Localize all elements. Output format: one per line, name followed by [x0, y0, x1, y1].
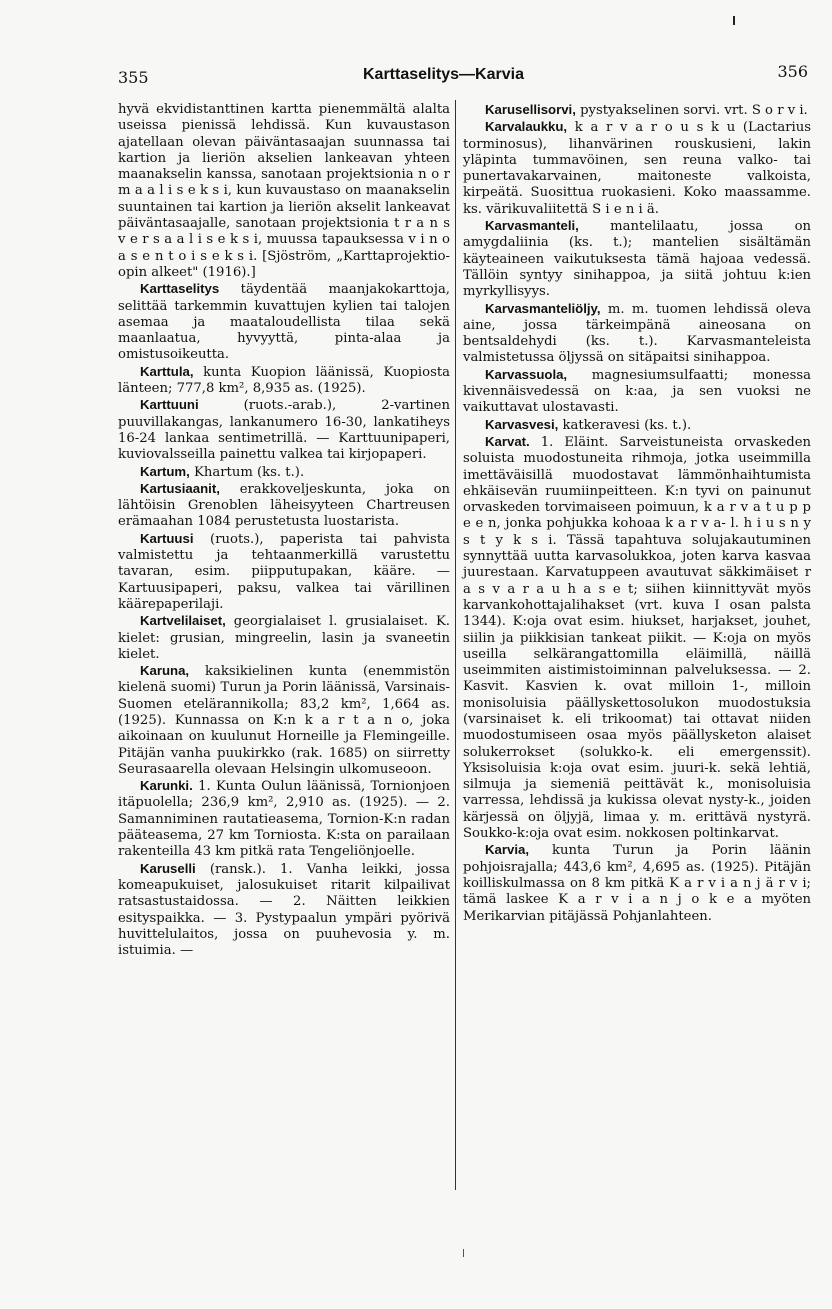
dictionary-entry	[463, 842, 811, 924]
entry-text: erakkoveljeskunta, joka on lähtöisin Grenoblen läheisyyteen Chartreusen erämaahan 1084 perustetusta luostarista.	[118, 481, 450, 530]
page-number-right: 356	[777, 62, 808, 81]
dictionary-entry	[118, 464, 450, 481]
dictionary-entry	[118, 397, 450, 463]
left-column	[118, 102, 450, 959]
entry-headword: Karvasmanteli,	[485, 218, 579, 234]
entry-text: hyvä ekvidistanttinen kartta pienemmältä alalta useissa pienissä lehdissä. Kun kuvaustason ajatellaan olevan päiväntasaajan suunnassa tai kartion ja lieriön akselien lankeavan yhteen maanakselin kanssa, sanotaan projektsionia n o r m a a l i s e k s i, kun kuvaustaso on maanakselin suuntainen tai kartion ja lieriön akselit lankeavat päiväntasaajalle, sanotaan projektsionia t r a n s v e r s a a l i s e k s i, muussa tapauksessa v i n o a s e n t o i s e k s i. [Sjöström, „Karttaprojektio-opin alkeet" (1916).]	[118, 102, 450, 280]
entry-text: k a r v a r o u s k u (Lactarius torminosus), lihanvärinen rouskusieni, lakin yläpinta tummavöinen, sen reuna valko- tai punertavakarvainen, maitoneste valkoista, kirpeätä. Suosittua ruokasieni. Koko maassamme. ks. värikuvaliitettä S i e n i ä.	[463, 120, 811, 217]
entry-text: (ruots.-arab.), 2-vartinen puuvillakangas, lankanumero 16-30, lankatiheys 16-24 lankaa sentimetrillä. — Karttuunipaperi, kuviovalsseilla painettu valkea tai kirjopaperi.	[118, 398, 450, 463]
dictionary-entry	[118, 663, 450, 778]
dictionary-entry	[463, 417, 811, 434]
print-mark	[733, 16, 735, 25]
entry-text: täydentää maanjakokarttoja, selittää tarkemmin kuvattujen kylien tai talojen asemaa ja maataloudellista tilaa sekä maanlaatua, hyvyyttä, pinta-alaa ja omistusoikeutta.	[118, 282, 450, 363]
entry-headword: Karttaselitys	[140, 281, 220, 297]
entry-text: mantelilaatu, jossa on amygdaliinia (ks. t.); mantelien sisältämän käyteaineen vaikutuksesta tämä hajoaa vedessä. Tällöin syntyy sinihappoa, ja siitä johtuu k:ien myrkyllisyys.	[463, 219, 811, 300]
entry-headword: Karvasmanteliöljy,	[485, 300, 601, 316]
dictionary-entry	[118, 364, 450, 398]
entry-headword: Kartusiaanit,	[140, 480, 220, 496]
column-divider	[455, 100, 456, 1190]
dictionary-entry	[463, 218, 811, 300]
entry-text: 1. Kunta Oulun läänissä, Tornionjoen itäpuolella; 236,9 km², 2,910 as. (1925). — 2. Samanniminen rautatieasema, Tornion-K:n radan pääteasema, 27 km Torniosta. K:sta on parailaan rakenteilla 43 km pitkä rata Tengeliönjoelle.	[118, 779, 450, 860]
entry-text: kaksikielinen kunta (enemmistön kielenä suomi) Turun ja Porin läänissä, Varsinais-Suomen etelärannikolla; 83,2 km², 1,664 as. (1925). Kunnassa on K:n k a r t a n o, joka aikoinaan on kuulunut Horneille ja Flemingeille. Pitäjän vanha puukirkko (rak. 1685) on siirretty Seurasaarella olevaan Helsingin ulkomuseoon.	[118, 664, 450, 777]
running-title: Karttaselitys—Karvia	[363, 66, 524, 83]
page-header	[118, 64, 808, 90]
entry-text: katkeravesi (ks. t.).	[558, 417, 692, 433]
entry-text: m. m. tuomen lehdissä oleva aine, jossa tärkeimpänä aineosana on bentsaldehydi (ks. t.). Karvasmanteleista valmistetussa öljyssä on sitäpaitsi sinihappoa.	[463, 301, 811, 366]
dictionary-entry	[118, 102, 450, 281]
entry-text: kunta Turun ja Porin läänin pohjoisrajalla; 443,6 km², 4,695 as. (1925). Pitäjän koilliskulmassa on 8 km pitkä K a r v i a n j ä r v i; tämä laskee K a r v i a n j o k e a myöten Merikarvian pitäjässä Pohjanlahteen.	[463, 843, 811, 924]
right-column	[463, 102, 811, 925]
entry-headword: Karvassuola,	[485, 366, 568, 382]
entry-headword: Karuselli	[140, 860, 196, 876]
dictionary-entry	[463, 119, 811, 218]
entry-headword: Karvat.	[485, 433, 530, 449]
entry-text: 1. Eläint. Sarveistuneista orvaskeden soluista muodostuneita rihmoja, jotka useimmilla imettäväisillä muodostavat lämmönhaihtumista ehkäisevän ruumiinpeitteen. K:n tyvi on painunut orvaskeden torvimaiseen poimuun, k a r v a t u p p e e n, jonka pohjukka kohoaa k a r v a- l. h i u s n y s t y k s i. Tässä tapahtuva solujakautuminen synnyttää uutta karvasolukkoa, joten karva kasvaa juurestaan. Karvatuppeen avautuvat säkkimäiset r a s v a r a u h a s e t; siihen kiinnittyvät myös karvankohottajalihakset (vrt. kuva I osan palsta 1344). K:oja ovat esim. hiukset, harjakset, jouhet, siilin ja piikkisian tankeat piikit. — K:oja on myös useilla selkärangattomilla eläimillä, näillä useimmiten aistimistoiminnan palveluksessa. — 2. Kasvit. Kasvien k. ovat milloin 1-, milloin monisoluisia päällyskettosolukon muodostuksia (varsinaiset k. eli trikoomat) tai ottavat niiden muodostumiseen osaa myös päällysketon alaiset solukerrokset (solukko-k. eli emergenssit). Yksisoluisia k:oja ovat esim. juuri-k. sekä lehtiä, silmuja ja siemeniä peittävät k., monisoluisia varressa, lehdissä ja kukissa olevat nysty-k., joiden kärjessä on öljyjä, limaa y. m. erittävä nystyrä. Soukko-k:oja ovat esim. nokkosen poltinkarvat.	[463, 434, 811, 842]
dictionary-entry	[118, 281, 450, 363]
dictionary-entry	[118, 778, 450, 860]
entry-text: Khartum (ks. t.).	[189, 464, 305, 480]
entry-text: pystyakselinen sorvi. vrt. S o r v i.	[575, 103, 808, 118]
dictionary-entry	[118, 531, 450, 613]
page-number-left: 355	[118, 68, 149, 87]
entry-text: kunta Kuopion läänissä, Kuopiosta länteen; 777,8 km², 8,935 as. (1925).	[118, 364, 450, 397]
dictionary-entry	[118, 861, 450, 960]
print-mark-bottom	[463, 1249, 464, 1257]
entry-headword: Karunki.	[140, 778, 193, 794]
entry-headword: Karuna,	[140, 663, 190, 679]
entry-text: magnesiumsulfaatti; monessa kivennäisvedessä on k:aa, ja sen vuoksi ne vaikuttavat ulostavasti.	[463, 367, 811, 416]
dictionary-entry	[118, 613, 450, 663]
dictionary-entry	[463, 434, 811, 842]
entry-headword: Karttuuni	[140, 397, 199, 413]
entry-headword: Karvalaukku,	[485, 119, 568, 135]
entry-headword: Kartum,	[140, 463, 190, 479]
entry-headword: Karusellisorvi,	[485, 102, 576, 117]
entry-text: (ransk.). 1. Vanha leikki, jossa komeapukuiset, jalosukuiset ritarit kilpailivat ratsastustaidossa. — 2. Näitten leikkien esityspaikka. — 3. Pystypaalun ympäri pyörivä huvittelulaitos, jossa on puuhevosia y. m. istuimia. —	[118, 861, 450, 959]
dictionary-entry	[463, 102, 811, 119]
entry-headword: Karvasvesi,	[485, 416, 559, 432]
dictionary-entry	[463, 301, 811, 367]
entry-headword: Karttula,	[140, 363, 194, 379]
entry-text: (ruots.), paperista tai pahvista valmistettu ja tehtaanmerkillä varustettu tavaran, esim. piipputupakan, kääre. — Kartuusipaperi, paksu, valkea tai värillinen käärepaperilaji.	[118, 531, 450, 612]
entry-headword: Kartuusi	[140, 530, 194, 546]
dictionary-entry	[118, 481, 450, 531]
entry-text: georgialaiset l. grusialaiset. K. kielet: grusian, mingreelin, lasin ja svaneetin kielet.	[118, 614, 450, 662]
dictionary-entry	[463, 367, 811, 417]
entry-headword: Kartvelilaiset,	[140, 613, 226, 629]
entry-headword: Karvia,	[485, 842, 529, 858]
